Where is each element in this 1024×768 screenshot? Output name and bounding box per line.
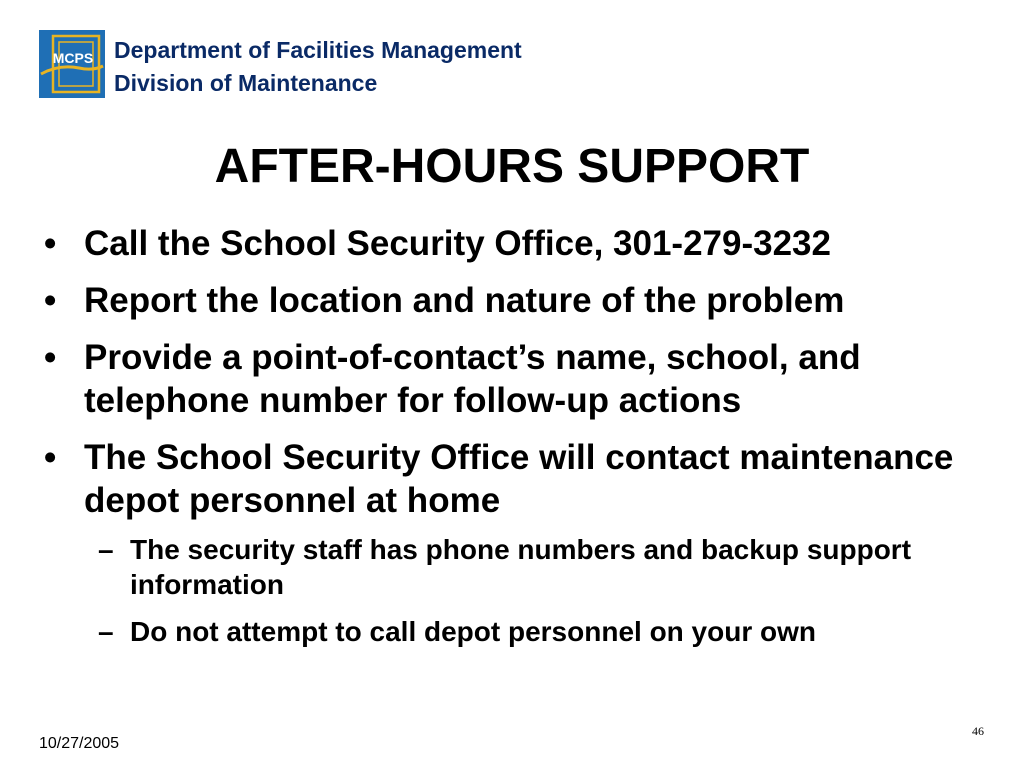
sub-bullet-item <box>98 614 994 649</box>
sub-bullet-text: The security staff has phone numbers and backup support information <box>130 534 912 600</box>
bullet-item <box>44 436 994 522</box>
sub-bullet-item <box>98 532 994 602</box>
bullet-item <box>44 279 994 322</box>
bullet-marker: • <box>44 338 57 377</box>
bullet-marker: • <box>44 224 57 263</box>
bullet-text: Report the location and nature of the problem <box>84 281 845 320</box>
bullet-text: Call the School Security Office, 301-279-3232 <box>84 224 831 263</box>
division-name: Division of Maintenance <box>114 70 378 96</box>
logo-text: MCPS <box>52 50 94 66</box>
sub-bullet-text: Do not attempt to call depot personnel on your own <box>130 616 816 647</box>
bullet-item <box>44 336 994 422</box>
bullet-item <box>44 222 994 265</box>
bullet-marker: • <box>44 438 57 477</box>
footer-date: 10/27/2005 <box>39 735 120 752</box>
mcps-logo <box>39 30 105 98</box>
organization-header <box>114 34 522 100</box>
bullet-marker: • <box>44 281 57 320</box>
bullet-text: Provide a point-of-contact’s name, school, and telephone number for follow-up actions <box>84 338 861 420</box>
bullet-text: The School Security Office will contact maintenance depot personnel at home <box>84 438 954 520</box>
dash-marker: – <box>98 534 114 565</box>
page-number: 46 <box>972 724 984 738</box>
sub-bullet-list <box>44 532 994 649</box>
slide-title: AFTER-HOURS SUPPORT <box>214 140 810 193</box>
dash-marker: – <box>98 616 114 647</box>
slide-body <box>44 222 994 661</box>
department-name: Department of Facilities Management <box>114 37 522 63</box>
